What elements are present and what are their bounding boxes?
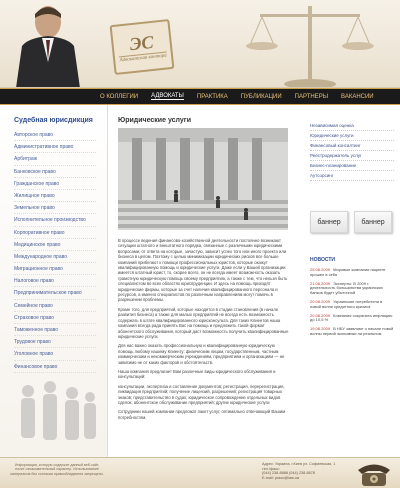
main-nav: [0, 88, 400, 105]
logo-name: Адвокатская контора: [119, 52, 167, 63]
right-column: [300, 105, 400, 457]
sidebar-item[interactable]: Таможенное право: [14, 324, 96, 336]
sidebar-item[interactable]: Корпоративное право: [14, 227, 96, 239]
sidebar: [0, 105, 108, 457]
content-paragraph: Кроме того, для предприятий, которые находятся в стадии становления (в начале развития бизнеса) а также для малых предприятий не всегда есть возможность содержать в штате квалифицированного юрисконсульта. Для таких Клиентов наша компания всегда рада принять Вас на помощь и предложить такой формат абонентского обслуживания, который даст возможность получить квалифицированные юридические услуги.: [118, 306, 289, 339]
sidebar-item[interactable]: Земельное право: [14, 202, 96, 214]
footer-address: Адрес: Украина, г.Киев ул. Софиевская, 1: [262, 462, 336, 466]
banner-1[interactable]: баннер: [310, 211, 348, 233]
page-title: Юридические услуги: [118, 117, 192, 124]
news-date: 20.08.2009: [310, 298, 331, 304]
news-item[interactable]: [310, 268, 394, 278]
sidebar-item[interactable]: Уголовное право: [14, 348, 96, 360]
footer-disclaimer: Информация, которую содержит данный веб-сайт, носит ознакомительный характер. Использование материалов без согласия правообладателя запрещено.: [10, 463, 104, 476]
content-paragraph: Для нас важно оказать профессиональную и квалифицированную юридическую помощь любому нашему Клиенту: физическим лицам, государственным, частным коммерческим и некоммерческим учреждениям, предприятиям и организациям — не зависимо не от каких факторов и обстоятельств.: [118, 343, 285, 365]
sidebar-item[interactable]: Страховое право: [14, 312, 96, 324]
nav-item-publications[interactable]: ПУБЛИКАЦИИ: [240, 93, 282, 100]
sidebar-item[interactable]: Международное право: [14, 251, 96, 263]
footer-office: тел./факс:: [262, 466, 280, 471]
services-link[interactable]: Реестродержатель услуг: [310, 151, 394, 161]
news-date: 20.08.2009: [310, 312, 331, 318]
news-item[interactable]: [310, 314, 394, 324]
sidebar-list: [14, 129, 107, 373]
content-paragraph: В процессе ведения финансово-хозяйственной деятельности постоянно возникают ситуации штатного и внештатного порядка, связанные с различными юридическими вопросами, от ответа на которые, зачастую, зависит успех того или иного проекта или бизнеса в целом. Поэтому с целью минимизации юридических рисков все больше компаний прибегают к помощи профессиональных юристов, которые окажут квалифицированную помощь и юридические услуги. Даже если у Вашей организации имеется штатный юрист, то, скорее всего, он не всегда имеет возможность оказать грамотную юридическую помощь своему предприятию, а также с тем, что нельзя быть специалистом во всех областях юриспруденции. И здесь на помощь приходят юридические фирмы, которые за счет наличия квалифицированного персонала и ресурсов, а именно специалистов по различным направлениям могут помочь в разрешении проблемы.: [118, 238, 288, 303]
telephone-icon: [354, 461, 394, 487]
services-link[interactable]: Независимая оценка: [310, 121, 394, 131]
main-content: [110, 105, 296, 457]
sidebar-item[interactable]: Миграционное право: [14, 263, 96, 275]
sidebar-item[interactable]: Авторское право: [14, 129, 96, 141]
footer-phones: (044) 238-8888 (044) 238-8878: [262, 471, 315, 476]
sidebar-item[interactable]: Трудовое право: [14, 336, 96, 348]
footer: [0, 457, 400, 488]
services-link[interactable]: Юридические услуги: [310, 131, 394, 141]
sidebar-item[interactable]: Предпринимательское право: [14, 287, 96, 299]
content-paragraph: Сотрудники нашей компании предложат пакет услуг, оптимально отвечающий Вашим потребностям.: [118, 409, 286, 420]
news-text: Мировые компании пациент прошел в себя: [310, 267, 386, 277]
news-title: НОВОСТИ: [310, 257, 336, 263]
sidebar-item[interactable]: Налоговое право: [14, 275, 96, 287]
footer-contacts: [262, 462, 350, 480]
content-paragraph: Наша компания предлагает Вам различные виды юридического обслуживания и консультаций:: [118, 368, 276, 380]
banner-2[interactable]: баннер: [354, 211, 392, 233]
sidebar-title: Судебная юрисдикция: [14, 117, 93, 124]
scales-of-justice-image: [200, 0, 400, 88]
courthouse-photo: [118, 128, 288, 230]
news-text: Украинские потребители в новой волне кредитного кризиса: [310, 298, 383, 309]
sidebar-item[interactable]: Банковское право: [14, 166, 96, 178]
news-item[interactable]: [310, 327, 394, 337]
services-link[interactable]: Аутсорсинг: [310, 171, 394, 181]
header: [0, 0, 400, 88]
sidebar-item[interactable]: Арбитраж: [14, 153, 96, 165]
sidebar-item[interactable]: Жилищное право: [14, 190, 96, 202]
news-text: Эксперты: В 2009 г. деятельность большинства украинских банков будет убыточной: [310, 280, 383, 296]
company-logo[interactable]: [110, 19, 175, 75]
sidebar-item[interactable]: Медицинское право: [14, 239, 96, 251]
services-link[interactable]: Бизнес-планирование: [310, 161, 394, 171]
services-link[interactable]: Финансовый консалтинг: [310, 141, 394, 151]
people-silhouettes-image: [10, 371, 102, 451]
sidebar-item[interactable]: Гражданское право: [14, 178, 96, 190]
nav-item-partners[interactable]: ПАРТНЕРЫ: [294, 93, 329, 100]
news-item[interactable]: [310, 282, 394, 296]
news-date: 25.08.2009: [310, 267, 331, 272]
nav-item-vacancies[interactable]: ВАКАНСИИ: [341, 93, 374, 100]
logo-monogram: ЭС: [128, 31, 155, 54]
nav-item-about[interactable]: О КОЛЛЕГИИ: [100, 93, 139, 100]
sidebar-item[interactable]: Финансовое право: [14, 361, 96, 373]
news-text: В НБУ заявляют о начале новой волны первой экономики на реальном: [310, 326, 394, 336]
sidebar-item[interactable]: Семейное право: [14, 300, 96, 312]
footer-email[interactable]: E-mail: pravo@law.ua: [262, 475, 299, 480]
news-date: 21.08.2009: [310, 280, 331, 286]
content-paragraph: консультации, экспертиза и составление документов; регистрация, перерегистрация, ликвидация предприятий; получение лицензий, разрешений; регистрация товарных знаков; представительство в судах; юридическое сопровождение отдельных видов сделок; абонентское обслуживание предприятий; другие юридические услуги: [118, 383, 285, 405]
news-item[interactable]: [310, 300, 394, 310]
banners: [310, 211, 394, 233]
businessman-photo: [8, 0, 88, 88]
sidebar-item[interactable]: Исполнительное производство: [14, 214, 96, 226]
sidebar-item[interactable]: Административное право: [14, 141, 96, 153]
nav-item-practice[interactable]: ПРАКТИКА: [196, 93, 228, 100]
news-date: 19.08.2009: [310, 326, 331, 332]
nav-item-lawyers[interactable]: АДВОКАТЫ: [151, 93, 184, 99]
news-text: Компания сократила инфляцию до 10,5 %: [310, 312, 393, 323]
